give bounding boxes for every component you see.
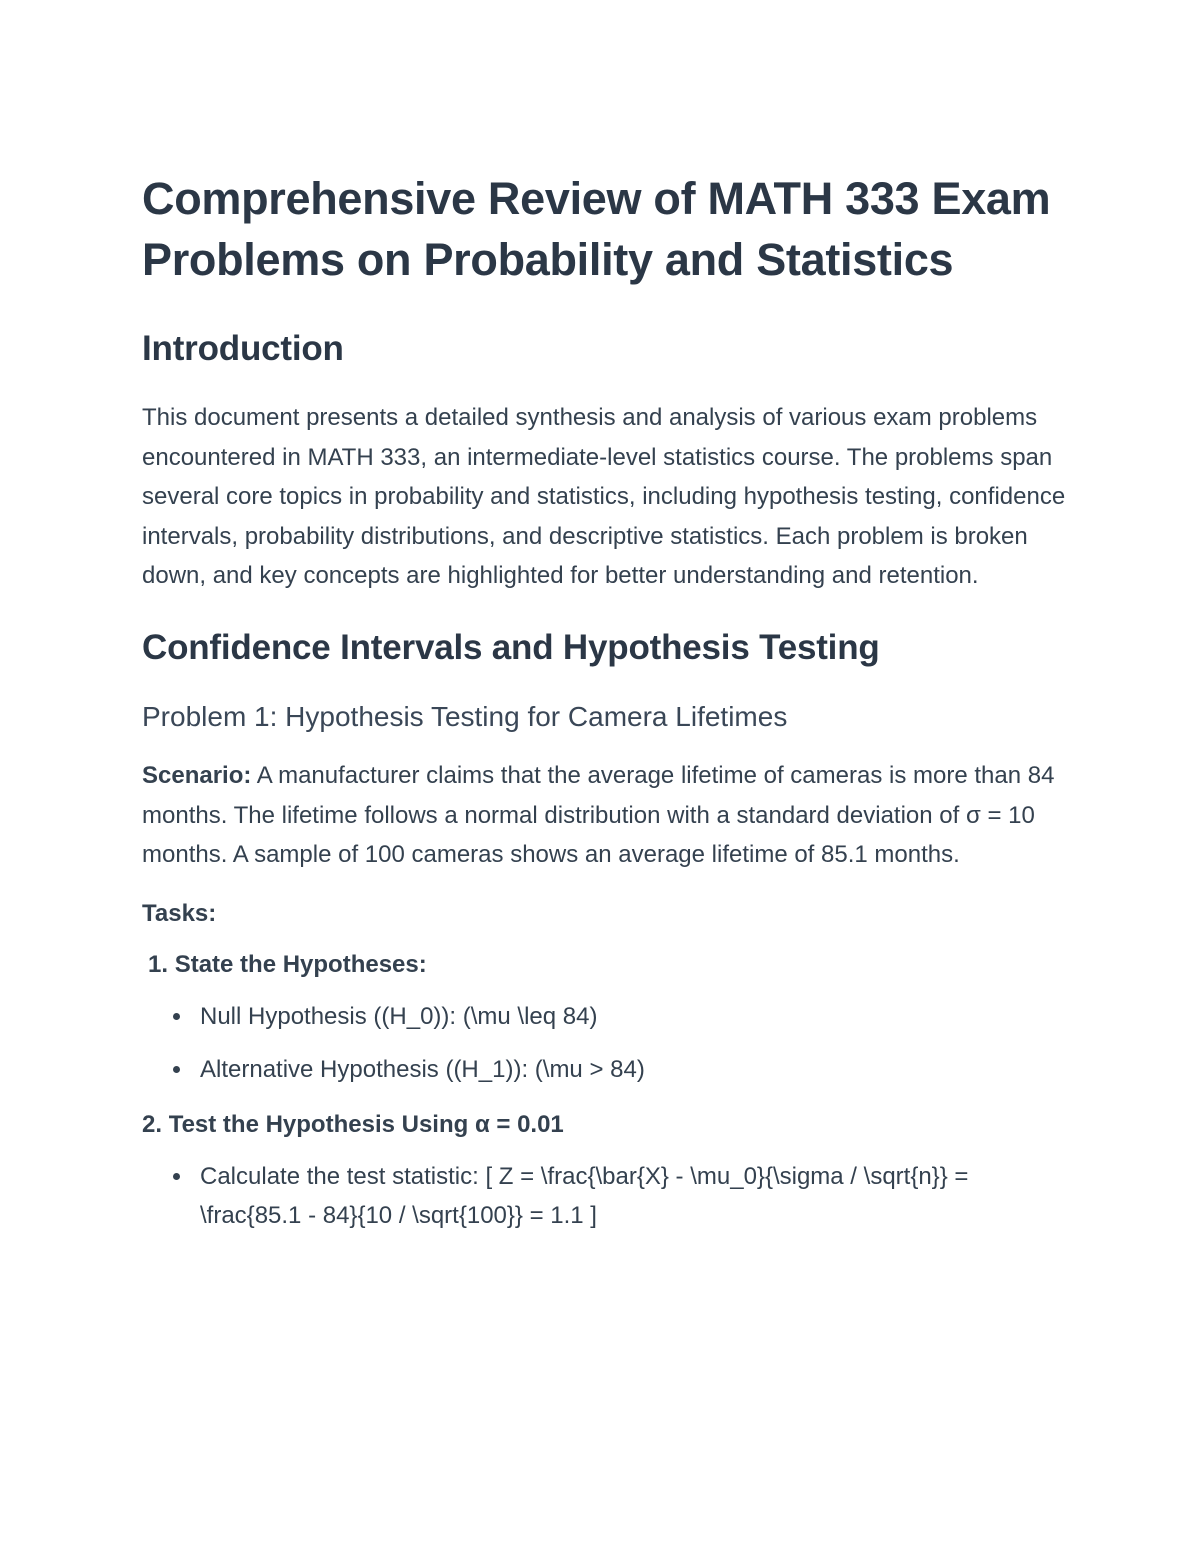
bullet-icon xyxy=(173,1013,180,1020)
tasks-list xyxy=(142,945,1072,1235)
task-item xyxy=(142,945,1072,1089)
tasks-label: Tasks: xyxy=(142,899,217,927)
bullet-item xyxy=(200,997,1072,1037)
task-number: 1. xyxy=(148,951,169,979)
scenario-label: Scenario: xyxy=(142,761,252,789)
scenario-paragraph xyxy=(142,756,1072,875)
task-title-text: Test the Hypothesis Using α = 0.01 xyxy=(168,1110,564,1138)
scenario-text: A manufacturer claims that the average lifetime of cameras is more than 84 months. The lifetime follows a normal distribution with a standard deviation of σ = 10 months. A sample of 100 cameras shows an average lifetime of 85.1 months. xyxy=(142,761,1055,869)
task-number: 2. xyxy=(142,1110,163,1138)
bullet-icon xyxy=(173,1066,180,1073)
introduction-paragraph: This document presents a detailed synthesis and analysis of various exam problems encountered in MATH 333, an intermediate-level statistics course. The problems span several core topics in probability and statistics, including hypothesis testing, confidence intervals, probability distributions, and descriptive statistics. Each problem is broken down, and key concepts are highlighted for better understanding and retention. xyxy=(142,404,1066,590)
task-title xyxy=(142,945,1072,984)
section-heading: Confidence Intervals and Hypothesis Testing xyxy=(142,627,880,667)
task-title xyxy=(142,1105,1072,1144)
task-item xyxy=(142,1105,1072,1236)
bullet-text: Alternative Hypothesis ((H_1)): (\mu > 84) xyxy=(200,1055,645,1083)
task-bullets xyxy=(142,1157,1072,1236)
bullet-item xyxy=(200,1050,1072,1090)
document-title: Comprehensive Review of MATH 333 Exam Problems on Probability and Statistics xyxy=(142,173,1051,285)
bullet-item xyxy=(200,1157,1072,1236)
bullet-text: Null Hypothesis ((H_0)): (\mu \leq 84) xyxy=(200,1003,598,1031)
bullet-icon xyxy=(173,1173,180,1180)
problem-heading: Problem 1: Hypothesis Testing for Camera Lifetimes xyxy=(142,700,788,732)
task-bullets xyxy=(142,997,1072,1089)
document-page xyxy=(142,168,1072,1236)
bullet-text: Calculate the test statistic: [ Z = \frac{\bar{X} - \mu_0}{\sigma / \sqrt{n}} = \frac{85.1 - 84}{10 / \sqrt{100}} = 1.1 ] xyxy=(200,1162,969,1230)
task-title-text: State the Hypotheses: xyxy=(174,951,427,979)
introduction-heading: Introduction xyxy=(142,329,344,368)
